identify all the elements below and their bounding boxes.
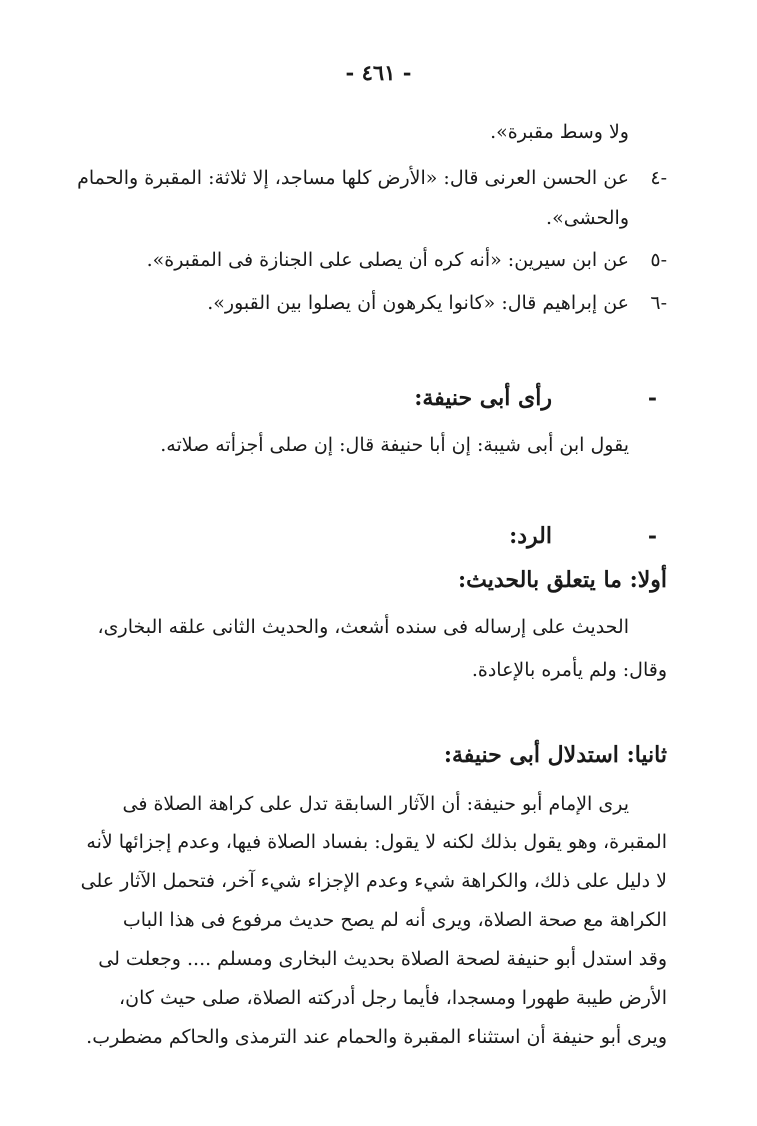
paragraph-line: يرى الإمام أبو حنيفة: أن الآثار السابقة تدل على كراهة الصلاة فى: [122, 793, 629, 815]
section-heading-response: الرد:: [509, 523, 552, 549]
section-dash: -: [647, 523, 657, 549]
narration-5-text: عن ابن سيرين: «أنه كره أن يصلى على الجنازة فى المقبرة».: [146, 249, 629, 271]
section-heading-abu-hanifa-view: رأى أبى حنيفة:: [414, 385, 552, 411]
first-line1: الحديث على إرساله فى سنده أشعث، والحديث الثانى علقه البخارى،: [97, 616, 629, 638]
narration-6-text: عن إبراهيم قال: «كانوا يكرهون أن يصلوا بين القبور».: [207, 292, 629, 314]
paragraph-line: ويرى أبو حنيفة أن استثناء المقبرة والحمام عند الترمذى والحاكم مضطرب.: [86, 1026, 667, 1048]
narration-4-number: ٤-: [650, 167, 667, 189]
subheading-first: أولا: ما يتعلق بالحديث:: [458, 567, 667, 593]
abu-hanifa-view-text: يقول ابن أبى شيبة: إن أبا حنيفة قال: إن صلى أجزأته صلاته.: [160, 434, 629, 456]
narration-4-line1: عن الحسن العرنى قال: «الأرض كلها مساجد، إلا ثلاثة: المقبرة والحمام: [77, 167, 629, 189]
narration-4-line2: والحشى».: [546, 207, 629, 229]
narration-6-number: ٦-: [650, 292, 667, 314]
paragraph-line: لا دليل على ذلك، والكراهة شيء وعدم الإجزاء شيء آخر، فتحمل الآثار على: [80, 870, 667, 892]
paragraph-line: الأرض طيبة طهورا ومسجدا، فأيما رجل أدركته الصلاة، صلى حيث كان،: [119, 987, 667, 1009]
paragraph-line: وقد استدل أبو حنيفة لصحة الصلاة بحديث البخارى ومسلم .... وجعلت لى: [98, 948, 667, 970]
paragraph-line: الكراهة مع صحة الصلاة، ويرى أنه لم يصح حديث مرفوع فى هذا الباب: [122, 909, 667, 931]
subheading-second: ثانيا: استدلال أبى حنيفة:: [443, 742, 667, 768]
first-line2: وقال: ولم يأمره بالإعادة.: [471, 659, 667, 681]
paragraph-line: المقبرة، وهو يقول بذلك لكنه لا يقول: بفساد الصلاة فيها، وعدم إجزائها لأنه: [86, 831, 667, 853]
section-dash: -: [647, 385, 657, 411]
page-number: - ٤٦١ -: [345, 60, 412, 85]
narration-continuation: ولا وسط مقبرة».: [490, 121, 629, 143]
narration-5-number: ٥-: [650, 249, 667, 271]
